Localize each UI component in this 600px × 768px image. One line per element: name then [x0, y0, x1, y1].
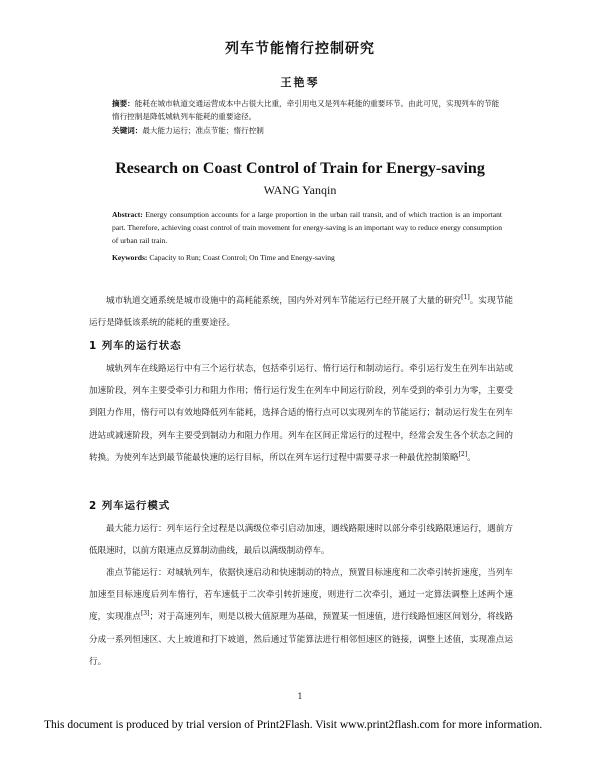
intro-paragraph: [89, 290, 513, 334]
chinese-title: 列车节能惰行控制研究: [225, 41, 375, 57]
citation-2[interactable]: [2]: [458, 450, 468, 458]
english-author: WANG Yanqin: [263, 183, 337, 197]
section-1-heading: 1 列车的运行状态: [89, 340, 182, 352]
english-abstract-text: Energy consumption accounts for a large proportion in the urban rail transit, and of which traction is an important part. Therefore, achieving coast control of train movement for energy-saving is an important way to reduce energy consumption of urban rail train.: [112, 210, 502, 245]
section-2-heading: 2 列车运行模式: [89, 500, 171, 512]
english-abstract-label: Abstract:: [112, 210, 143, 219]
section-2-text-a: 准点节能运行：对城轨列车，依据快速启动和快速制动的特点，预置目标速度和二次牵引转折速度，当列车加速至目标速度后列车惰行，若车速低于二次牵引转折速度，则进行二次牵引，通过一定算法调整上述两个速度，实现准点: [89, 568, 513, 623]
chinese-abstract-text: 能耗在城市轨道交通运营成本中占很大比重，牵引用电又是列车耗能的重要环节。由此可见，实现列车的节能惰行控制是降低城轨列车能耗的重要途径。: [112, 99, 500, 121]
section-2-paragraph-2: [89, 562, 513, 673]
section-1-end: 。: [467, 452, 476, 463]
page-number: 1: [297, 692, 303, 701]
chinese-author: 王艳琴: [280, 76, 320, 89]
english-keywords-label: Keywords:: [112, 253, 148, 262]
section-1-paragraph: [89, 358, 513, 469]
english-keywords-text: Capacity to Run; Coast Control; On Time and Energy-saving: [149, 253, 335, 262]
section-1-text: 城轨列车在线路运行中有三个运行状态，包括牵引运行、惰行运行和制动运行。牵引运行发生在列车出站或加速阶段，列车主要受牵引力和阻力作用；惰行运行发生在列车中间运行阶段，列车受到的牵引力为零，主要受到阻力作用，惰行可以有效地降低列车能耗，选择合适的惰行点可以实现列车的节能运行；制动运行发生在列车进站或减速阶段，列车主要受到制动力和阻力作用。列车在区间正常运行的过程中，经常会发生各个状态之间的转换。为使列车达到最节能最快速的运行目标，所以在列车运行过程中需要寻求一种最优控制策略: [89, 364, 513, 463]
chinese-abstract: [112, 97, 504, 123]
english-keywords: [112, 251, 502, 264]
section-2-text-b: ；对于高速列车，则是以极大值原理为基础，预置某一恒速值，进行线路恒速区间划分，将线路分成一系列恒速区、大上坡道和打下坡道，然后通过节能算法进行相邻恒速区的链接，调整上述值，实现准点运行。: [89, 612, 513, 667]
english-abstract: [112, 208, 502, 247]
citation-3[interactable]: [3]: [140, 610, 150, 618]
intro-text-end: 。实现节能运行是降低该系统的能耗的重要途径。: [89, 296, 513, 329]
english-title: Research on Coast Control of Train for Energy-saving: [115, 160, 485, 177]
trial-watermark-notice[interactable]: This document is produced by trial version of Print2Flash. Visit www.print2flash.com for more information.: [44, 719, 543, 731]
chinese-abstract-label: 摘要：: [112, 99, 135, 108]
chinese-keywords-text: 最大能力运行；准点节能；惰行控制: [142, 126, 264, 135]
chinese-keywords: [112, 124, 504, 137]
intro-text: 城市轨道交通系统是城市设施中的高耗能系统，国内外对列车节能运行已经开展了大量的研究: [106, 296, 462, 306]
section-2-paragraph-1: 最大能力运行：列车运行全过程是以满级位牵引启动加速，遇线路限速时以部分牵引线路限速运行，遇前方低限速时，以前方限速点反算制动曲线，最后以满级制动停车。: [89, 524, 513, 557]
citation-1[interactable]: [1]: [461, 294, 470, 302]
chinese-keywords-label: 关键词：: [112, 126, 143, 135]
